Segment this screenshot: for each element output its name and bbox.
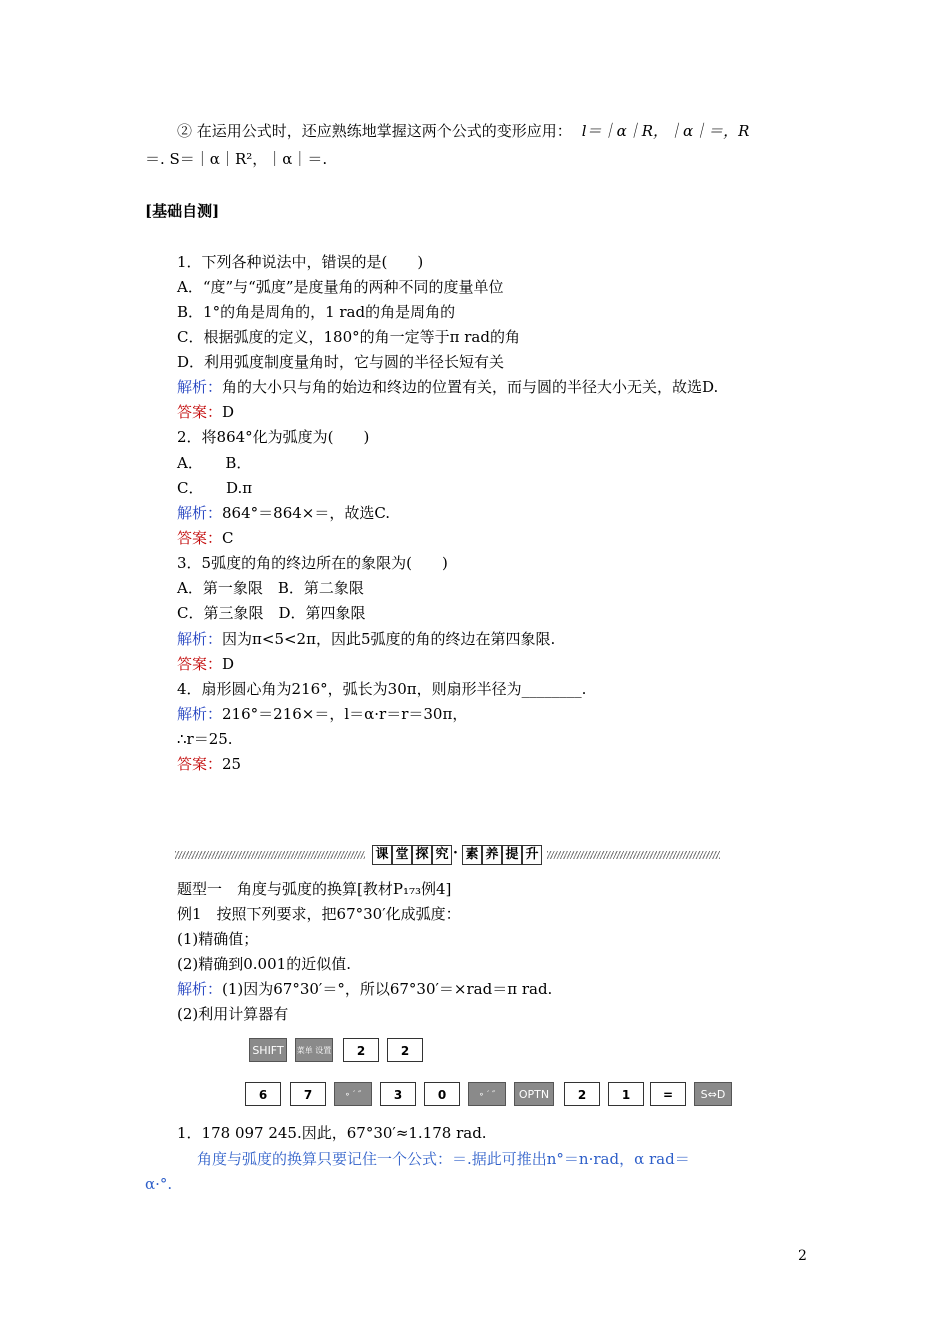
question-3-options-ab: A．第一象限 B．第二象限	[177, 579, 364, 597]
analysis-label: 解析：	[177, 504, 223, 522]
example-note-line1: 角度与弧度的换算只要记住一个公式：＝.据此可推出n°＝n·rad，α rad＝	[197, 1150, 690, 1168]
question-1-option-b: B．1°的角是周角的，1 rad的角是周角的	[177, 303, 456, 321]
question-2-options-cd: C． D.π	[177, 479, 253, 497]
question-3-stem: 3．5弧度的角的终边所在的象限为( )	[177, 554, 448, 572]
question-4-conclusion: ∴r＝25.	[177, 730, 233, 748]
analysis-text: (1)因为67°30′＝°，所以67°30′＝×rad＝π rad.	[222, 980, 553, 998]
calc-key-optn: OPTN	[514, 1082, 554, 1106]
question-2-options-ab: A． B．	[177, 454, 252, 472]
question-4-answer	[177, 754, 241, 774]
question-3-analysis	[177, 629, 555, 649]
answer-text: D	[222, 403, 235, 421]
analysis-text: 864°＝864×＝，故选C.	[222, 504, 391, 522]
question-4-analysis	[177, 704, 467, 724]
analysis-label: 解析：	[177, 630, 223, 648]
analysis-text: 因为π<5<2π，因此5弧度的角的终边在第四象限.	[222, 630, 556, 648]
banner-hatch-right	[547, 851, 720, 859]
question-1-analysis	[177, 377, 718, 397]
calc-key-digit: 1	[608, 1082, 644, 1106]
answer-label: 答案：	[177, 755, 223, 773]
question-2-answer	[177, 528, 234, 548]
question-3-answer	[177, 654, 234, 674]
example-req-1: (1)精确值；	[177, 930, 259, 948]
answer-text: D	[222, 655, 235, 673]
page-number: 2	[798, 1248, 807, 1264]
banner-char: 素	[462, 845, 482, 865]
question-1-option-a: A．“度”与“弧度”是度量角的两种不同的度量单位	[177, 278, 504, 296]
calc-key-digit: 0	[424, 1082, 460, 1106]
calc-key-digit: 7	[290, 1082, 326, 1106]
calc-key-degree: ∘ ′ ″	[468, 1082, 506, 1106]
example-analysis	[177, 979, 552, 999]
answer-label: 答案：	[177, 529, 223, 547]
banner-dot: ·	[453, 845, 458, 861]
calc-key-shift: SHIFT	[249, 1038, 287, 1062]
calc-key-digit: 6	[245, 1082, 281, 1106]
question-2-analysis	[177, 503, 390, 523]
example-result: 1．178 097 245.因此，67°30′≈1.178 rad.	[177, 1124, 487, 1142]
example-analysis-2: (2)利用计算器有	[177, 1005, 289, 1023]
example-req-2: (2)精确到0.001的近似值.	[177, 955, 351, 973]
banner-hatch-left	[175, 851, 365, 859]
answer-label: 答案：	[177, 655, 223, 673]
section-banner	[175, 845, 720, 865]
example-type-line: 题型一 角度与弧度的换算[教材P₁₇₃例4]	[177, 880, 452, 898]
question-4-stem: 4．扇形圆心角为216°，弧长为30π，则扇形半径为________.	[177, 680, 587, 698]
formula-paragraph-line2: ＝. S＝｜α｜R²，｜α｜＝.	[145, 150, 328, 168]
section-title: [基础自测]	[145, 202, 220, 220]
analysis-label: 解析：	[177, 980, 223, 998]
calc-key-s-to-d: S⇔D	[694, 1082, 732, 1106]
banner-char: 究	[432, 845, 452, 865]
example-note-line2: α·°.	[145, 1175, 173, 1193]
banner-char: 提	[502, 845, 522, 865]
answer-text: 25	[222, 755, 242, 773]
example-stem: 例1 按照下列要求，把67°30′化成弧度：	[177, 905, 461, 923]
question-1-option-d: D．利用弧度制度量角时，它与圆的半径长短有关	[177, 353, 505, 371]
banner-char: 升	[522, 845, 542, 865]
calc-key-menu: 菜单 设置	[295, 1038, 333, 1062]
question-3-options-cd: C．第三象限 D．第四象限	[177, 604, 366, 622]
calc-key-digit: 2	[564, 1082, 600, 1106]
calc-key-equals: =	[650, 1082, 686, 1106]
calc-key-digit: 2	[387, 1038, 423, 1062]
question-1-stem: 1．下列各种说法中，错误的是( )	[177, 253, 424, 271]
analysis-text: 216°＝216×＝，l＝α·r＝r＝30π，	[222, 705, 468, 723]
banner-char: 课	[372, 845, 392, 865]
answer-text: C	[222, 529, 234, 547]
question-1-answer	[177, 402, 234, 422]
analysis-text: 角的大小只与角的始边和终边的位置有关，而与圆的半径大小无关，故选D.	[222, 378, 719, 396]
banner-char: 养	[482, 845, 502, 865]
calc-key-digit: 2	[343, 1038, 379, 1062]
analysis-label: 解析：	[177, 378, 223, 396]
question-1-option-c: C．根据弧度的定义，180°的角一定等于π rad的角	[177, 328, 520, 346]
answer-label: 答案：	[177, 403, 223, 421]
formula-text: l＝｜α｜R，｜α｜＝，R	[581, 122, 750, 140]
calc-key-degree: ∘ ′ ″	[334, 1082, 372, 1106]
formula-paragraph-line1	[177, 121, 749, 141]
banner-char: 探	[412, 845, 432, 865]
question-2-stem: 2．将864°化为弧度为( )	[177, 428, 370, 446]
banner-char: 堂	[392, 845, 412, 865]
analysis-label: 解析：	[177, 705, 223, 723]
formula-intro: ② 在运用公式时，还应熟练地掌握这两个公式的变形应用：	[177, 122, 572, 140]
calc-key-digit: 3	[380, 1082, 416, 1106]
